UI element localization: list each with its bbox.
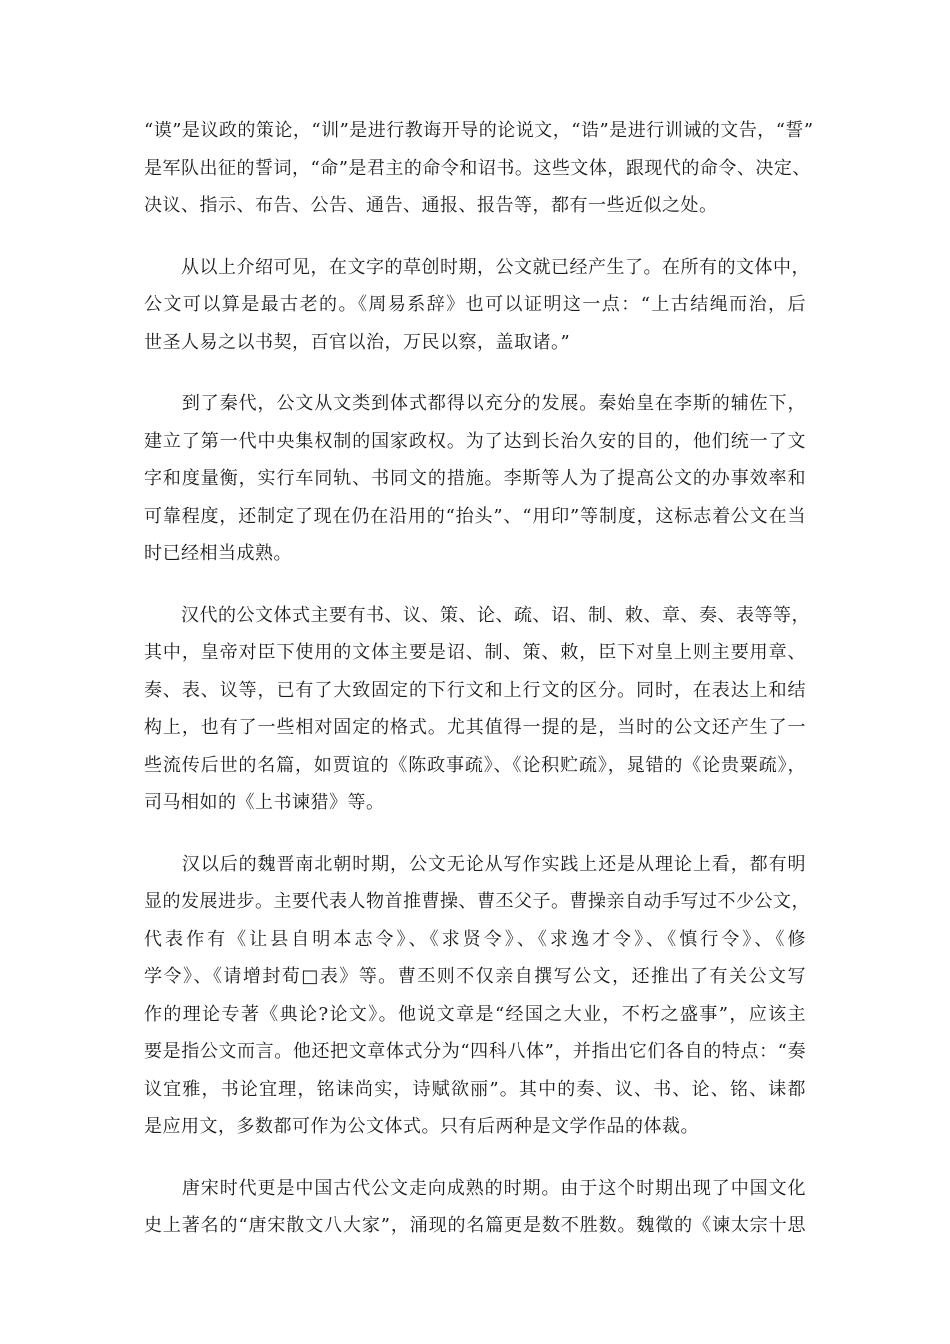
paragraph bbox=[144, 597, 810, 822]
paragraph bbox=[144, 112, 814, 225]
text-line: 从以上介绍可见，在文字的草创时期，公文就已经产生了。在所有的文体中， bbox=[144, 256, 810, 278]
document-page bbox=[144, 112, 814, 1269]
text-line: 构上，也有了一些相对固定的格式。尤其值得一提的是，当时的公文还产生了一 bbox=[144, 717, 806, 738]
text-line: 汉以后的魏晋南北朝时期，公文无论从写作实践上还是从理论上看，都有明 bbox=[144, 853, 806, 875]
text-line: 汉代的公文体式主要有书、议、策、论、疏、诏、制、敕、章、奏、表等等， bbox=[144, 604, 810, 626]
text-line: 世圣人易之以书契，百官以治，万民以察，盖取诸。” bbox=[144, 331, 571, 353]
paragraph bbox=[144, 1170, 806, 1245]
text-line: 是军队出征的誓词，“命”是君主的命令和诏书。这些文体，跟现代的命令、决定、 bbox=[144, 157, 811, 179]
paragraph bbox=[144, 249, 810, 362]
paragraph bbox=[144, 385, 806, 573]
text-line: 时已经相当成熟。 bbox=[144, 543, 292, 564]
text-line: 唐宋时代更是中国古代公文走向成熟的时期。由于这个时期出现了中国文化 bbox=[144, 1177, 806, 1199]
text-line: 奏、表、议等，已有了大致固定的下行文和上行文的区分。同时，在表达上和结 bbox=[144, 679, 806, 701]
paragraph bbox=[144, 846, 810, 1146]
text-line: 其中，皇帝对臣下使用的文体主要是诏、制、策、敕，臣下对皇上则主要用章、 bbox=[144, 642, 806, 663]
text-line: 学令》、《请增封荀□表》等。曹丕则不仅亲自撰写公文，还推出了有关公文写 bbox=[144, 966, 806, 987]
text-line: 代表作有《让县自明本志令》、《求贤令》、《求逸才令》、《慎行令》、《修 bbox=[144, 928, 806, 950]
text-line: 史上著名的“唐宋散文八大家”，涌现的名篇更是数不胜数。魏徵的《谏太宗十思 bbox=[144, 1215, 806, 1236]
text-line: 要是指公文而言。他还把文章体式分为“四科八体”，并指出它们各自的特点：“奏 bbox=[144, 1041, 806, 1062]
text-line: 些流传后世的名篇，如贾谊的《陈政事疏》、《论积贮疏》，晁错的《论贵粟疏》， bbox=[144, 754, 806, 776]
text-line: 字和度量衡，实行车同轨、书同文的措施。李斯等人为了提高公文的办事效率和 bbox=[144, 468, 806, 489]
text-line: 显的发展进步。主要代表人物首推曹操、曹丕父子。曹操亲自动手写过不少公文， bbox=[144, 891, 810, 912]
text-line: 可靠程度，还制定了现在仍在沿用的“抬头”、“用印”等制度，这标志着公文在当 bbox=[144, 505, 806, 527]
text-line: 作的理论专著《典论?论文》。他说文章是“经国之大业，不朽之盛事”，应该主 bbox=[144, 1003, 806, 1025]
text-line: 司马相如的《上书谏猎》等。 bbox=[144, 792, 385, 813]
text-line: “谟”是议政的策论，“训”是进行教诲开导的论说文，“诰”是进行训诫的文告，“誓” bbox=[144, 120, 814, 141]
text-line: 议宜雅，书论宜理，铭诔尚实，诗赋欲丽”。其中的奏、议、书、论、铭、诔都 bbox=[144, 1078, 806, 1100]
text-line: 是应用文，多数都可作为公文体式。只有后两种是文学作品的体裁。 bbox=[144, 1116, 699, 1137]
text-line: 公文可以算是最古老的。《周易系辞》也可以证明这一点：“上古结绳而治，后 bbox=[144, 294, 806, 315]
text-line: 到了秦代，公文从文类到体式都得以充分的发展。秦始皇在李斯的辅佐下， bbox=[144, 393, 806, 414]
text-line: 决议、指示、布告、公告、通告、通报、报告等，都有一些近似之处。 bbox=[144, 195, 718, 216]
text-line: 建立了第一代中央集权制的国家政权。为了达到长治久安的目的，他们统一了文 bbox=[144, 430, 806, 452]
